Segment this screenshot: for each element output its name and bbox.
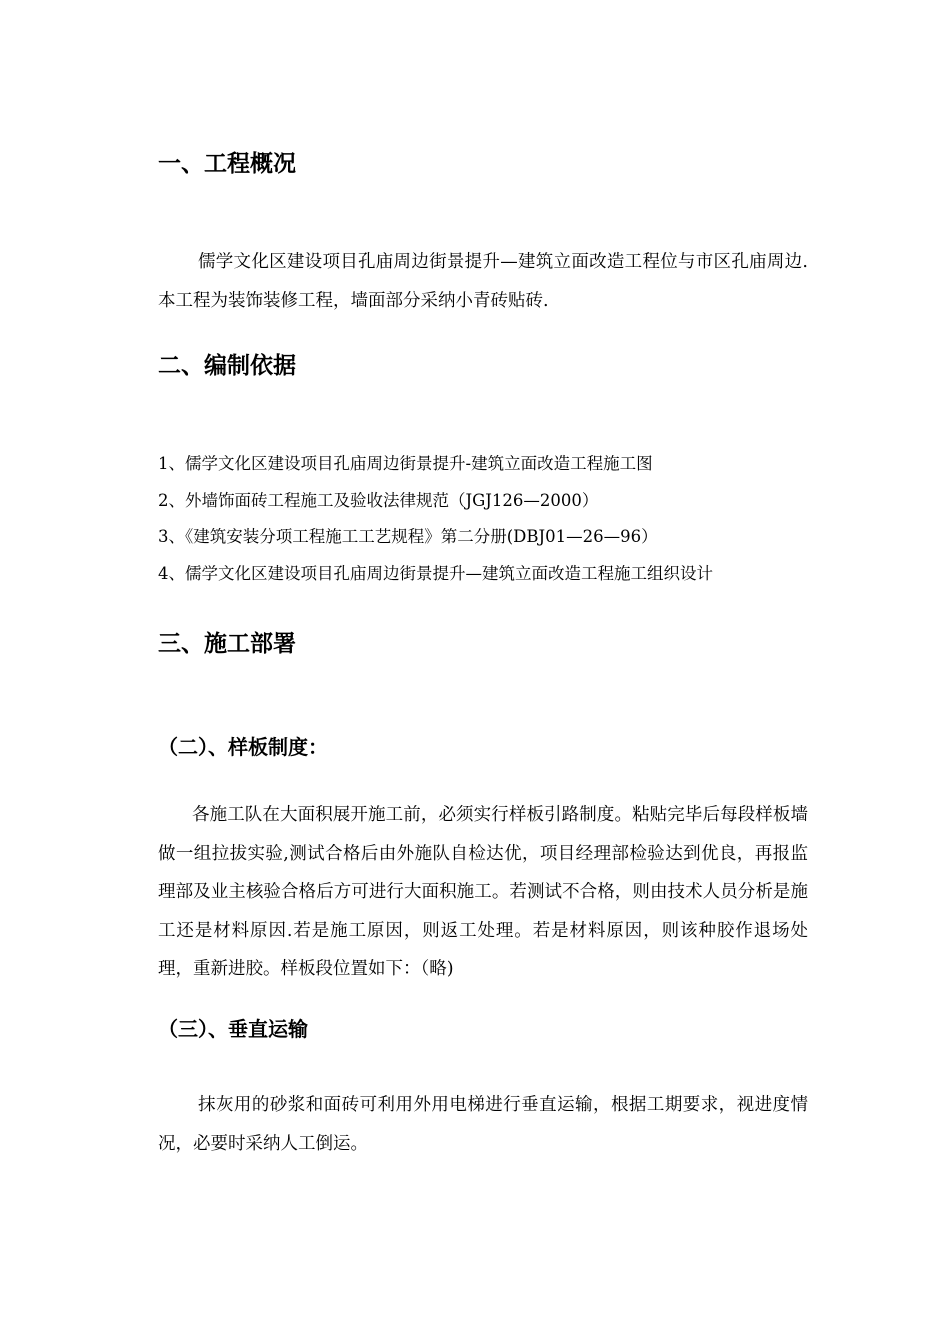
section-heading-overview: 一、工程概况: [158, 151, 296, 177]
section-heading-deployment: 三、施工部署: [158, 631, 296, 657]
subsection-heading-vertical-transport: （三）、垂直运输: [158, 1017, 308, 1041]
subsection-heading-sample-system: （二）、样板制度：: [158, 735, 328, 759]
sample-system-paragraph: 各施工队在大面积展开施工前，必须实行样板引路制度。粘贴完毕后每段样板墙做一组拉拔实验,测试合格后由外施队自检达优，项目经理部检验达到优良，再报监理部及业主核验合格后方可进行大面积施工。若测试不合格，则由技术人员分析是施工还是材料原因.若是施工原因，则返工处理。若是材料原因，则该种胶作退场处理，重新进胶。样板段位置如下：（略): [158, 805, 808, 980]
list-item: 1、儒学文化区建设项目孔庙周边街景提升-建筑立面改造工程施工图: [158, 454, 653, 473]
overview-paragraph: 儒学文化区建设项目孔庙周边街景提升—建筑立面改造工程位与市区孔庙周边.本工程为装饰装修工程，墙面部分采纳小青砖贴砖.: [158, 252, 808, 311]
list-item: 4、儒学文化区建设项目孔庙周边街景提升—建筑立面改造工程施工组织设计: [158, 563, 713, 583]
list-item: 2、外墙饰面砖工程施工及验收法律规范（JGJ126—2000）: [158, 490, 599, 510]
vertical-transport-paragraph: 抹灰用的砂浆和面砖可利用外用电梯进行垂直运输，根据工期要求，视进度情况，必要时采纳人工倒运。: [158, 1095, 808, 1154]
section-heading-basis: 二、编制依据: [158, 353, 296, 379]
basis-list: [158, 446, 838, 592]
list-item: 3、《建筑安装分项工程施工工艺规程》第二分册(DBJ01—26—96）: [158, 527, 658, 547]
